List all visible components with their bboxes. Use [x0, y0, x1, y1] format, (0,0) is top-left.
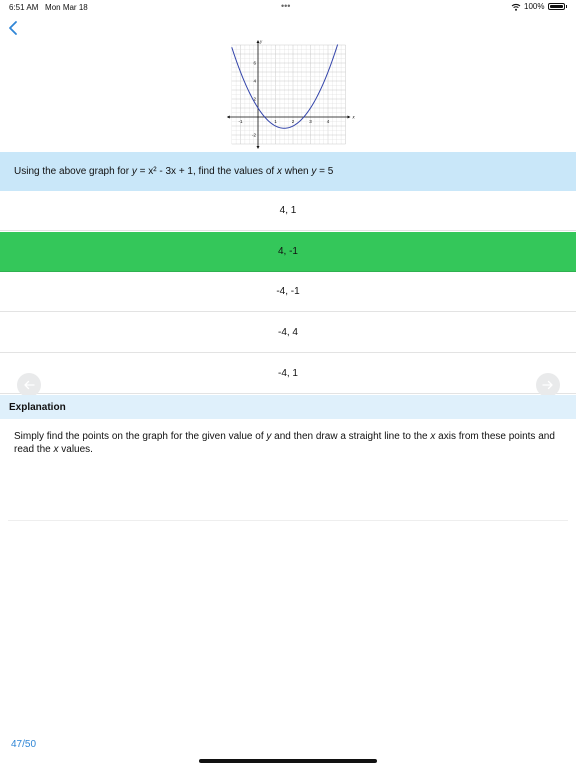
next-question-button[interactable]	[536, 373, 560, 397]
y-axis-label: y	[260, 40, 263, 45]
wifi-icon	[511, 3, 521, 11]
question-progress: 47/50	[11, 739, 37, 750]
status-time-date: 6:51 AM Mon Mar 18	[9, 3, 88, 12]
function-graph	[224, 40, 355, 150]
divider	[8, 520, 568, 521]
answer-option-4[interactable]	[0, 313, 576, 353]
x-tick-label: 4	[326, 119, 330, 124]
answer-option-2-correct[interactable]	[0, 232, 576, 272]
y-tick-label: -2	[251, 132, 256, 138]
y-tick-label: 4	[253, 78, 256, 84]
explanation-title: Explanation	[9, 401, 66, 413]
question-bar	[0, 152, 576, 191]
answer-option-3[interactable]	[0, 272, 576, 312]
answer-label: -4, 4	[277, 327, 298, 338]
parabola-curve	[232, 45, 338, 129]
y-axis-arrow-down	[257, 146, 260, 149]
status-indicators	[511, 2, 567, 11]
question-text: Using the above graph for y = x² - 3x + 1, find the values of x when y = 5	[14, 166, 334, 177]
x-tick-label: -1	[238, 119, 243, 124]
answer-label: 4, -1	[277, 246, 298, 257]
battery-icon	[548, 3, 565, 10]
explanation-header	[0, 395, 576, 419]
x-axis-arrow-left	[227, 116, 230, 119]
previous-question-button[interactable]	[17, 373, 41, 397]
answer-option-1[interactable]	[0, 191, 576, 231]
answer-label: -4, 1	[277, 368, 298, 379]
x-tick-label: 1	[274, 119, 277, 124]
x-axis-label: x	[352, 115, 355, 121]
y-tick-label: 2	[253, 96, 256, 102]
arrow-left-icon	[23, 380, 35, 390]
arrow-right-icon	[542, 380, 554, 390]
y-tick-label: 6	[253, 60, 256, 66]
explanation-text: Simply find the points on the graph for the given value of y and then draw a straight line to the x axis from these points and read the x values.	[14, 431, 555, 455]
x-tick-label: 2	[291, 119, 295, 124]
graph-svg	[224, 40, 355, 150]
multitasking-dots[interactable]: •••	[281, 1, 291, 11]
status-bar	[0, 0, 576, 14]
back-button[interactable]	[4, 18, 22, 38]
chevron-left-icon	[8, 20, 18, 36]
graph-grid	[232, 45, 346, 144]
x-tick-label: 3	[309, 119, 312, 124]
answer-label: -4, -1	[276, 286, 300, 297]
answer-label: 4, 1	[279, 205, 297, 216]
answer-option-5[interactable]	[0, 354, 576, 394]
battery-percent: 100%	[524, 2, 545, 11]
x-axis-arrow	[348, 116, 351, 119]
home-indicator[interactable]	[199, 759, 377, 763]
